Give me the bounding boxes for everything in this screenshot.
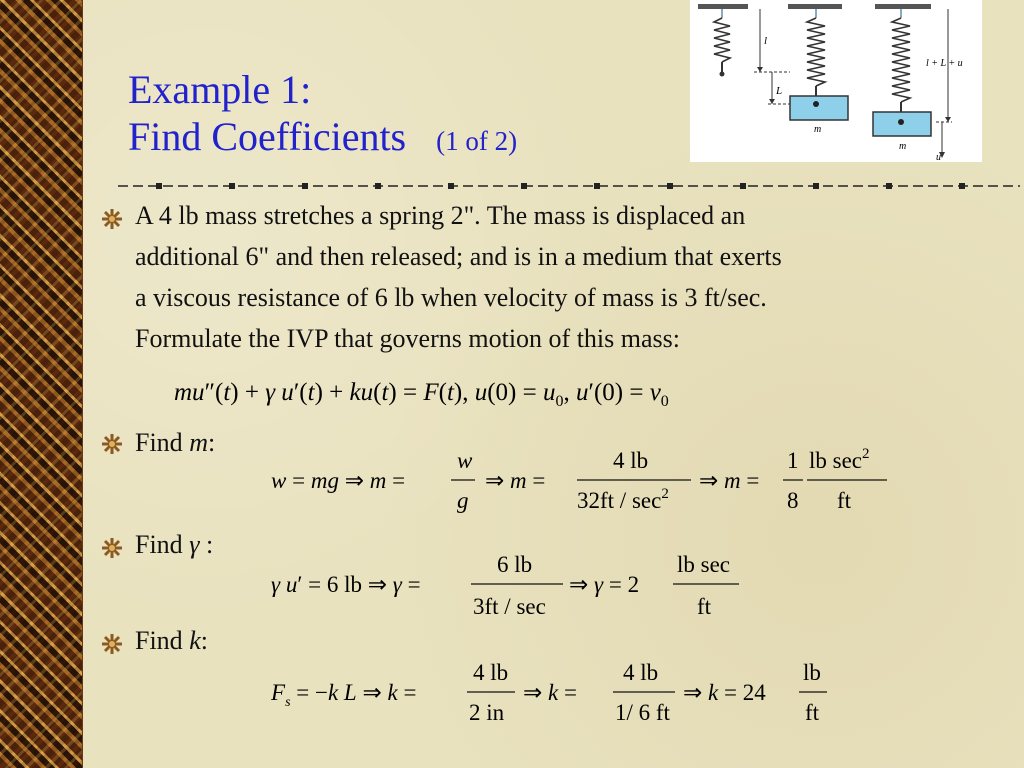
svg-text:⇒ m =: ⇒ m = [699, 468, 760, 493]
mass-1-label: m [814, 124, 822, 135]
problem-line-4: Formulate the IVP that governs motion of this mass: [135, 324, 680, 353]
svg-text:3ft / sec: 3ft / sec [473, 594, 546, 619]
svg-text:2 in: 2 in [469, 700, 505, 725]
divider-square [156, 183, 162, 189]
bullet-star-icon [100, 432, 124, 456]
spring-mass-figure [690, 0, 982, 162]
bullet-star-icon [100, 207, 124, 231]
svg-text:γ u′ = 6 lb ⇒ γ =: γ u′ = 6 lb ⇒ γ = [271, 572, 421, 597]
spring-2 [807, 18, 825, 86]
svg-text:6 lb: 6 lb [497, 552, 533, 577]
svg-text:4 lb: 4 lb [473, 660, 509, 685]
divider-square [740, 183, 746, 189]
divider-square [448, 183, 454, 189]
svg-text:⇒ γ = 2: ⇒ γ = 2 [569, 572, 640, 597]
svg-text:ft: ft [837, 488, 852, 513]
mass-1 [790, 96, 848, 120]
divider-square [229, 183, 235, 189]
svg-text:8: 8 [787, 488, 799, 513]
problem-line-1: A 4 lb mass stretches a spring 2". The mass is displaced an [135, 201, 746, 230]
slide-title [128, 66, 517, 165]
title-part: (1 of 2) [436, 126, 518, 156]
svg-text:ft: ft [697, 594, 712, 619]
svg-text:1/ 6 ft: 1/ 6 ft [615, 700, 670, 725]
find-gamma-equation [265, 550, 745, 622]
divider-square [886, 183, 892, 189]
label-L: L [776, 85, 783, 97]
svg-text:1: 1 [787, 448, 799, 473]
divider-square [302, 183, 308, 189]
svg-text:4 lb: 4 lb [613, 448, 649, 473]
title-line-1: Example 1: [128, 67, 312, 112]
problem-statement [135, 195, 782, 359]
spring-3 [892, 18, 910, 102]
find-k-label: Find k: [135, 626, 208, 655]
svg-text:mu″(t) + γ u′(t) + ku(t) = F(t: mu″(t) + γ u′(t) + ku(t) = F(t), $u(0) = u_0$, $u'(0) = v_0$ [174, 379, 669, 410]
divider-square [667, 183, 673, 189]
svg-text:⇒ k = 24: ⇒ k = 24 [683, 680, 766, 705]
find-m-label: Find m: [135, 428, 216, 457]
divider-square [375, 183, 381, 189]
dashed-divider [118, 182, 1020, 190]
problem-line-3: a viscous resistance of 6 lb when velocity of mass is 3 ft/sec. [135, 283, 767, 312]
svg-text:lb: lb [803, 660, 821, 685]
label-u: u [936, 152, 941, 162]
title-line-2: Find Coefficients [128, 114, 407, 159]
find-k-equation [265, 656, 845, 728]
label-total: l + L + u [926, 58, 963, 69]
find-gamma-label: Find γ : [135, 530, 214, 559]
svg-text:lb sec: lb sec [677, 552, 731, 577]
svg-text:ft: ft [805, 700, 820, 725]
svg-text:lb sec2: lb $\sec^2$ [809, 446, 870, 473]
svg-text:⇒ m =: ⇒ m = [485, 468, 546, 493]
divider-square [813, 183, 819, 189]
mass-2-label: m [899, 141, 907, 152]
ivp-equation [170, 370, 870, 414]
ceiling-hatch [698, 4, 931, 9]
svg-text:32ft / sec2: $32ft / \sec^2$ [577, 486, 669, 513]
svg-text:w = mg ⇒ m =: w = mg ⇒ m = [271, 468, 406, 493]
bullet-star-icon [100, 536, 124, 560]
svg-text:w: w [457, 448, 473, 473]
problem-line-2: additional 6" and then released; and is in a medium that exerts [135, 242, 782, 271]
bullet-star-icon [100, 632, 124, 656]
svg-text:⇒ k =: ⇒ k = [523, 680, 577, 705]
svg-text:Fs = −k L ⇒ k =: $F_s = -k$ L ⇒ k = [271, 680, 417, 710]
svg-text:4 lb: 4 lb [623, 660, 659, 685]
find-m-equation [265, 444, 905, 516]
label-l: l [764, 35, 768, 47]
wood-texture-strip [0, 0, 83, 768]
divider-square [521, 183, 527, 189]
spring-1 [714, 18, 730, 62]
divider-square [959, 183, 965, 189]
svg-text:g: g [457, 488, 469, 513]
divider-square [594, 183, 600, 189]
